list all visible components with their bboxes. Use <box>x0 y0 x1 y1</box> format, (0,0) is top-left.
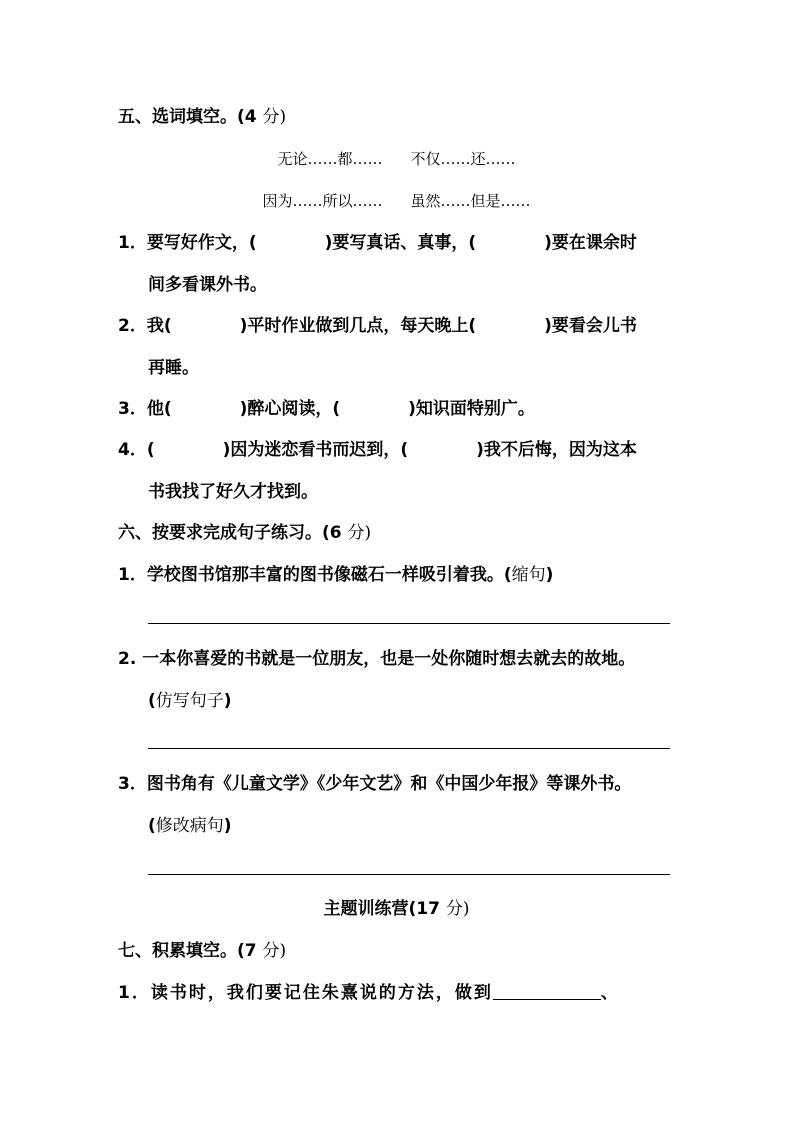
s6-q3-line2: (修改病句) <box>148 816 232 836</box>
s6-q3-line1: 3．图书角有《儿童文学》《少年文艺》和《中国少年报》等课外书。 <box>118 774 632 794</box>
option-1: 无论……都…… <box>277 150 383 168</box>
section7-title: 七、积累填空。(7 分) <box>118 941 287 961</box>
s5-q1-line1: 1．要写好作文，( )要写真话、真事，( )要在课余时 <box>118 233 637 253</box>
section6-title: 六、按要求完成句子练习。(6 分) <box>118 523 372 543</box>
word-options-row-1 <box>0 148 793 170</box>
option-4: 虽然……但是…… <box>410 192 531 210</box>
answer-line-2[interactable] <box>148 748 670 749</box>
camp-title: 主题训练营(17 分) <box>323 899 470 919</box>
s5-q1-line2: 间多看课外书。 <box>148 275 267 295</box>
s7-q1: 1．读书时，我们要记住朱熹说的方法，做到 、 <box>118 983 620 1003</box>
word-options-row-2 <box>0 190 793 212</box>
fill-blank-1[interactable] <box>493 983 601 1000</box>
s5-q2-line2: 再睡。 <box>148 358 199 378</box>
s6-q1-hint: 缩句 <box>511 565 546 585</box>
s6-q2-line1: 2. 一本你喜爱的书就是一位朋友，也是一处你随时想去就去的故地。 <box>118 649 636 669</box>
s5-q4-line1: 4．( )因为迷恋看书而迟到，( )我不后悔，因为这本 <box>118 440 637 460</box>
option-2: 不仅……还…… <box>410 150 516 168</box>
s5-q3-line1: 3．他( )醉心阅读，( )知识面特别广。 <box>118 399 535 419</box>
s6-q2-line2: (仿写句子) <box>148 691 232 711</box>
option-3: 因为……所以…… <box>262 192 383 210</box>
section5-title: 五、选词填空。(4 分) <box>118 107 287 127</box>
s6-q2-hint: 仿写句子 <box>155 691 224 711</box>
s6-q1: 1．学校图书馆那丰富的图书像磁石一样吸引着我。(缩句) <box>118 565 554 585</box>
answer-line-3[interactable] <box>148 874 670 875</box>
s6-q3-hint: 修改病句 <box>155 816 224 836</box>
answer-line-1[interactable] <box>148 623 670 624</box>
s5-q2-line1: 2．我( )平时作业做到几点，每天晚上( )要看会儿书 <box>118 316 637 336</box>
s5-q4-line2: 书我找了好久才找到。 <box>148 482 318 502</box>
